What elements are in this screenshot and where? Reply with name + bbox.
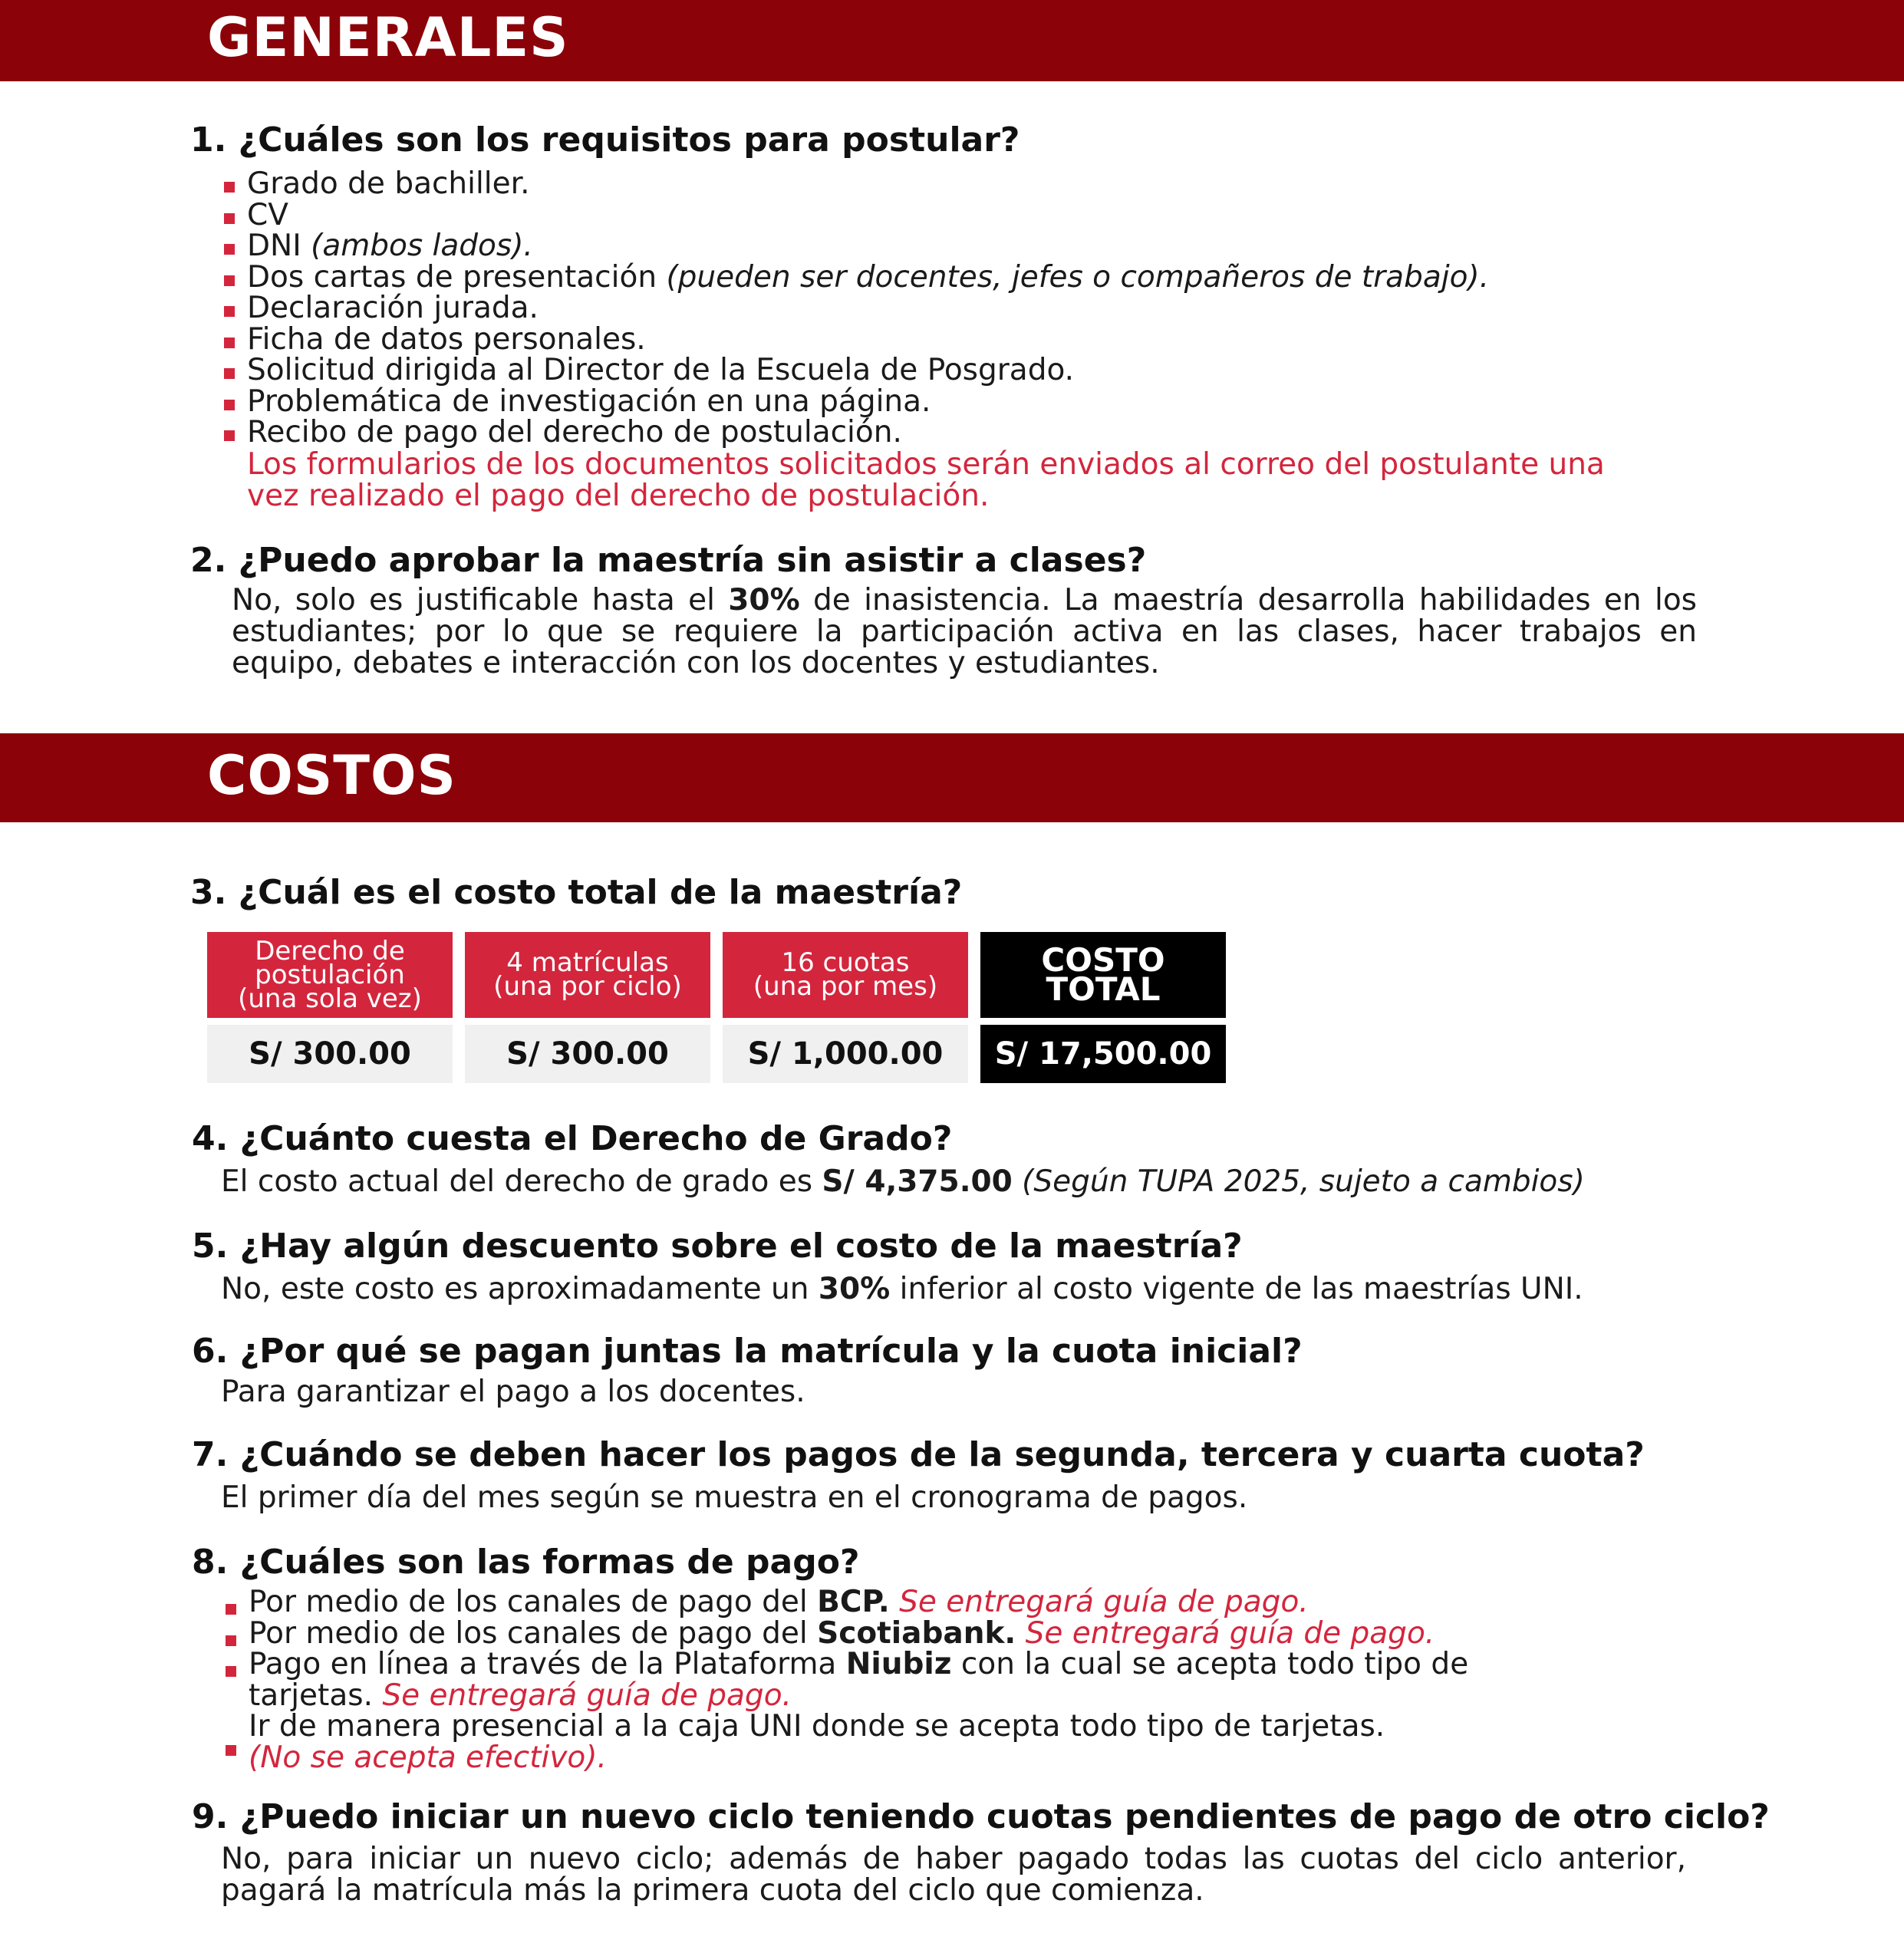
requirements-list: [224, 166, 1490, 449]
section-header-costos: [0, 733, 1904, 822]
list-item: Problemática de investigación en una página.: [224, 387, 1489, 418]
square-bullet-icon: [226, 1666, 236, 1677]
question-6: 6. ¿Por qué se pagan juntas la matrícula y la cuota inicial?: [192, 1332, 1303, 1371]
list-item: Solicitud dirigida al Director de la Escuela de Posgrado.: [224, 355, 1489, 387]
square-bullet-icon: [224, 306, 235, 317]
list-item: Grado de bachiller.: [224, 169, 1489, 200]
list-item: Ficha de datos personales.: [224, 324, 1489, 356]
answer-9: No, para iniciar un nuevo ciclo; además de haber pagado todas las cuotas del ciclo anterior, pagará la matrícula más la primera cuota del ciclo que comienza.: [221, 1842, 1686, 1908]
cost-value-matriculas: S/ 300.00: [465, 1025, 710, 1083]
section-title: COSTOS: [207, 744, 456, 807]
list-item: CV: [224, 200, 1489, 232]
list-item: Dos cartas de presentación (pueden ser docentes, jefes o compañeros de trabajo).: [224, 262, 1489, 294]
question-9: 9. ¿Puedo iniciar un nuevo ciclo teniendo cuotas pendientes de pago de otro ciclo?: [192, 1797, 1770, 1836]
cost-header-total: COSTO TOTAL: [980, 932, 1226, 1018]
square-bullet-icon: [224, 338, 235, 348]
square-bullet-icon: [224, 368, 235, 379]
question-8: 8. ¿Cuáles son las formas de pago?: [192, 1543, 860, 1582]
square-bullet-icon: [226, 1745, 236, 1756]
question-4: 4. ¿Cuánto cuesta el Derecho de Grado?: [192, 1119, 953, 1158]
list-item: Recibo de pago del derecho de postulación.: [224, 417, 1489, 449]
cost-header-postulacion: Derecho de postulación (una sola vez): [207, 932, 453, 1018]
forms-note: Los formularios de los documentos solicitados serán enviados al correo del postulante una vez realizado el pago del derecho de postulación.: [247, 447, 1605, 513]
cost-header-cuotas: 16 cuotas (una por mes): [723, 932, 968, 1018]
square-bullet-icon: [226, 1635, 236, 1646]
list-item: Por medio de los canales de pago del BCP. Se entregará guía de pago.: [226, 1587, 1576, 1619]
section-title: GENERALES: [207, 6, 569, 69]
list-item: Ir de manera presencial a la caja UNI donde se acepta todo tipo de tarjetas. (No se acepta efectivo).: [226, 1711, 1576, 1773]
square-bullet-icon: [224, 430, 235, 441]
answer-7: El primer día del mes según se muestra en el cronograma de pagos.: [221, 1480, 1248, 1515]
question-3: 3. ¿Cuál es el costo total de la maestría?: [190, 873, 963, 912]
cost-value-postulacion: S/ 300.00: [207, 1025, 453, 1083]
square-bullet-icon: [224, 182, 235, 193]
question-7: 7. ¿Cuándo se deben hacer los pagos de la segunda, tercera y cuarta cuota?: [192, 1435, 1645, 1474]
question-1: 1. ¿Cuáles son los requisitos para postular?: [190, 120, 1020, 160]
cost-value-cuotas: S/ 1,000.00: [723, 1025, 968, 1083]
square-bullet-icon: [224, 213, 235, 224]
list-item: Pago en línea a través de la Plataforma Niubiz con la cual se acepta todo tipo de tarjetas. Se entregará guía de pago.: [226, 1649, 1576, 1711]
question-2: 2. ¿Puedo aprobar la maestría sin asistir a clases?: [190, 541, 1147, 580]
square-bullet-icon: [224, 400, 235, 410]
question-5: 5. ¿Hay algún descuento sobre el costo de la maestría?: [192, 1227, 1243, 1266]
cost-value-total: S/ 17,500.00: [980, 1025, 1226, 1083]
section-header-generales: [0, 0, 1904, 81]
answer-6: Para garantizar el pago a los docentes.: [221, 1375, 805, 1409]
payment-methods-list: [226, 1587, 1576, 1773]
list-item: DNI (ambos lados).: [224, 231, 1489, 262]
answer-4: El costo actual del derecho de grado es S/ 4,375.00 (Según TUPA 2025, sujeto a cambios): [221, 1164, 1585, 1199]
answer-5: No, este costo es aproximadamente un 30% inferior al costo vigente de las maestrías UNI.: [221, 1272, 1583, 1306]
square-bullet-icon: [226, 1604, 236, 1615]
list-item: Por medio de los canales de pago del Scotiabank. Se entregará guía de pago.: [226, 1619, 1576, 1650]
answer-2: No, solo es justificable hasta el 30% de inasistencia. La maestría desarrolla habilidades en los estudiantes; por lo que se requiere la participación activa en las clases, hacer trabajos en equipo, debates e interacción con los docentes y estudiantes.: [232, 583, 1698, 680]
list-item: Declaración jurada.: [224, 293, 1489, 324]
square-bullet-icon: [224, 244, 235, 255]
square-bullet-icon: [224, 275, 235, 286]
cost-header-matriculas: 4 matrículas (una por ciclo): [465, 932, 710, 1018]
